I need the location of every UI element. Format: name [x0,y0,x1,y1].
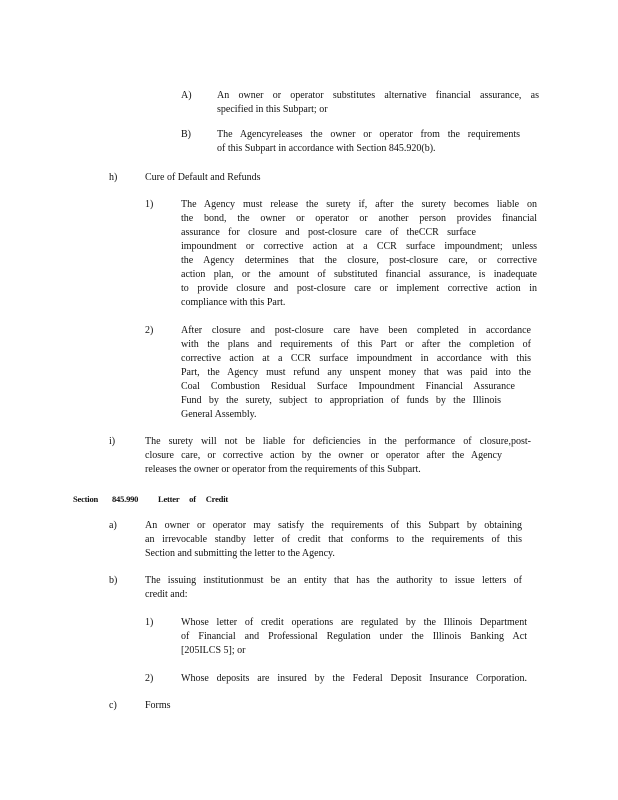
item-label-b: b) [109,575,118,586]
item-label-b-1: 1) [145,617,154,628]
text-line: impoundment or corrective action at a CCR surface impoundment; unless [181,241,537,252]
item-text-B [217,128,520,156]
item-text-b [145,574,522,602]
text-line: The Agencyreleases the owner or operator from the requirements [217,129,520,140]
item-label-A: A) [181,90,192,101]
item-label-h-1: 1) [145,199,154,210]
item-text-A [217,89,539,117]
text-line: the Agency determines that the closure, post-closure care, or corrective [181,255,537,266]
text-line: releases the owner or operator from the requirements of this Subpart. [145,464,421,475]
text-line: Whose deposits are insured by the Federal Deposit Insurance Corporation. [181,673,527,684]
item-label-i: i) [109,436,116,447]
item-label-h-2: 2) [145,325,154,336]
section-title: Letter of Credit [158,494,228,504]
text-line: the bond, the owner or operator or another person provides financial [181,213,537,224]
text-line: an irrevocable standby letter of credit that conforms to the requirements of this [145,534,522,545]
text-line: The surety will not be liable for deficiencies in the performance of closure,post- [145,436,531,447]
text-line: Fund by the surety, subject to appropriation of funds by the Illinois [181,395,501,406]
item-text-b-2 [181,672,527,686]
text-line: credit and: [145,589,188,600]
text-line: Whose letter of credit operations are regulated by the Illinois Department [181,617,527,628]
item-text-h-2 [181,324,531,422]
text-line: assurance for closure and post-closure care of theCCR surface [181,227,476,238]
item-text-h-1 [181,198,537,310]
text-line: An owner or operator may satisfy the requirements of this Subpart by obtaining [145,520,522,531]
text-line: General Assembly. [181,409,257,420]
item-label-h: h) [109,172,118,183]
text-line: Part, the Agency must refund any unspent money that was paid into the [181,367,531,378]
text-line: compliance with this Part. [181,297,286,308]
section-word: Section [73,494,99,504]
text-line: to provide closure and post-closure care or implement corrective action in [181,283,537,294]
item-text-a [145,519,522,561]
text-line: closure care, or corrective action by the owner or operator after the Agency [145,450,502,461]
section-number: 845.990 [112,494,139,504]
text-line: of this Subpart in accordance with Section 845.920(b). [217,143,436,154]
text-line: After closure and post-closure care have been completed in accordance [181,325,531,336]
item-label-B: B) [181,129,191,140]
text-line: The Agency must release the surety if, after the surety becomes liable on [181,199,537,210]
text-line: specified in this Subpart; or [217,104,328,115]
text-line: corrective action at a CCR surface impoundment in accordance with this [181,353,531,364]
item-text-i [145,435,531,477]
item-heading-c: Forms [145,700,171,711]
text-line: The issuing institutionmust be an entity that has the authority to issue letters of [145,575,522,586]
text-line: [205ILCS 5]; or [181,645,246,656]
text-line: Section and submitting the letter to the Agency. [145,548,335,559]
item-label-c: c) [109,700,117,711]
text-line: An owner or operator substitutes alternative financial assurance, as [217,90,539,101]
text-line: with the plans and requirements of this Part or after the completion of [181,339,531,350]
text-line: action plan, or the amount of substituted financial assurance, is inadequate [181,269,537,280]
item-heading-h: Cure of Default and Refunds [145,172,261,183]
item-text-b-1 [181,616,527,658]
item-label-a: a) [109,520,117,531]
item-label-b-2: 2) [145,673,154,684]
text-line: Coal Combustion Residual Surface Impoundment Financial Assurance [181,381,515,392]
text-line: of Financial and Professional Regulation under the Illinois Banking Act [181,631,527,642]
